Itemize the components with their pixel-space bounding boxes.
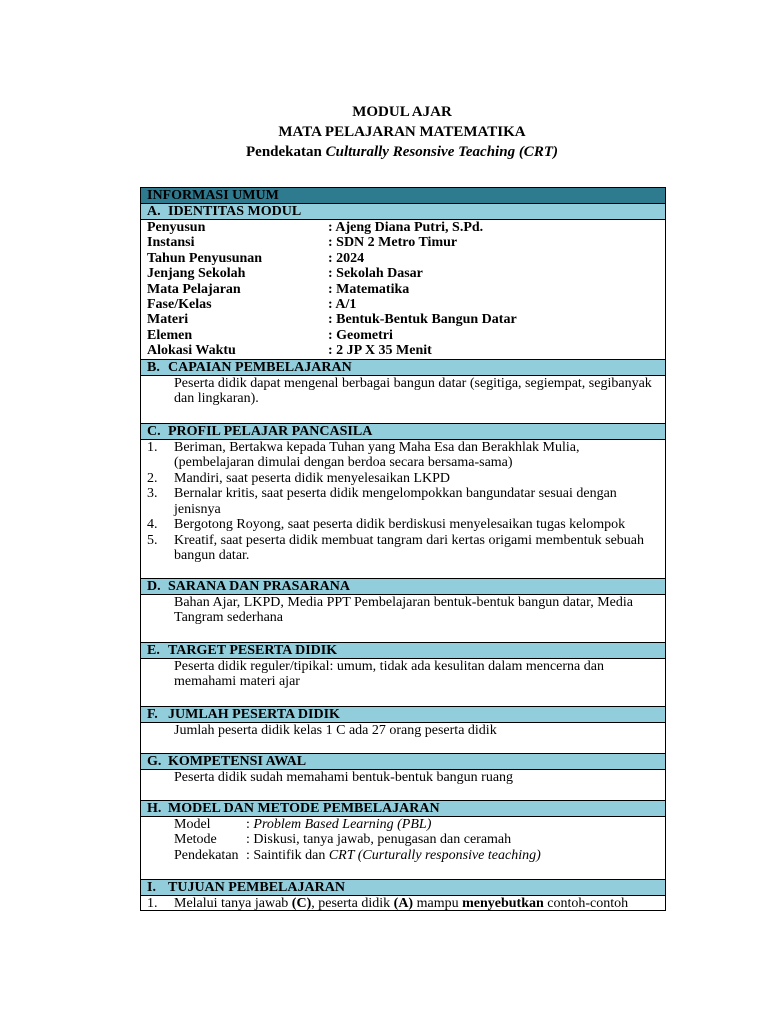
- list-item: 2. Mandiri, saat peserta didik menyelesaikan LKPD: [147, 470, 451, 486]
- section-e-header: E. TARGET PESERTA DIDIK: [141, 642, 665, 659]
- section-g-header: G. KOMPETENSI AWAL: [141, 753, 665, 770]
- capaian-pembelajaran-content: Peserta didik dapat mengenal berbagai bangun datar (segitiga, segiempat, segibanyak dan lingkaran).: [174, 375, 652, 407]
- model-metode-content: [141, 817, 665, 879]
- list-item: 4. Bergotong Royong, saat peserta didik berdiskusi menyelesaikan tugas kelompok: [147, 517, 626, 533]
- identitas-row: Materi : Bentuk-Bentuk Bangun Datar: [147, 312, 517, 328]
- section-h-header: H. MODEL DAN METODE PEMBELAJARAN: [141, 800, 665, 817]
- section-f-header: F. JUMLAH PESERTA DIDIK: [141, 706, 665, 723]
- identitas-row: Instansi : SDN 2 Metro Timur: [147, 235, 458, 251]
- section-d-header: D. SARANA DAN PRASARANA: [141, 578, 665, 595]
- identitas-modul-list: [141, 220, 665, 359]
- informasi-umum-header: INFORMASI UMUM: [141, 188, 665, 204]
- section-i-header: I. TUJUAN PEMBELAJARAN: [141, 879, 665, 896]
- section-b-header: B. CAPAIAN PEMBELAJARAN: [141, 359, 665, 376]
- profil-pancasila-list: [141, 440, 665, 578]
- metode-row: Metode : Diskusi, tanya jawab, penugasan dan ceramah: [174, 832, 512, 848]
- target-peserta-content: Peserta didik reguler/tipikal: umum, tidak ada kesulitan dalam mencerna dan memahami materi ajar: [174, 658, 604, 690]
- pendekatan-row: Pendekatan : Saintifik dan CRT (Curturally responsive teaching): [174, 847, 541, 863]
- identitas-row: Fase/Kelas : A/1: [147, 296, 357, 312]
- title-line-1: MODUL AJAR: [352, 104, 452, 120]
- jumlah-peserta-content: Jumlah peserta didik kelas 1 C ada 27 orang peserta didik: [174, 722, 497, 738]
- sarana-prasarana-content: Bahan Ajar, LKPD, Media PPT Pembelajaran bentuk-bentuk bangun datar, Media Tangram sederhana: [174, 594, 633, 626]
- module-table: [140, 187, 666, 911]
- kompetensi-awal-content: Peserta didik sudah memahami bentuk-bentuk bangun ruang: [174, 769, 514, 785]
- section-c-header: C. PROFIL PELAJAR PANCASILA: [141, 423, 665, 440]
- list-item: 1. Melalui tanya jawab (C), peserta didik (A) mampu menyebutkan contoh-contoh: [147, 895, 629, 911]
- identitas-row: Alokasi Waktu : 2 JP X 35 Menit: [147, 343, 432, 359]
- list-item: 3. Bernalar kritis, saat peserta didik mengelompokkan bangundatar sesuai dengan jenisnya: [147, 486, 617, 517]
- title-line-3: Pendekatan Culturally Resonsive Teaching (CRT): [246, 144, 558, 160]
- identitas-row: Jenjang Sekolah : Sekolah Dasar: [147, 266, 423, 282]
- list-item: 1. Beriman, Bertakwa kepada Tuhan yang Maha Esa dan Berakhlak Mulia, (pembelajaran dimulai dengan berdoa secara bersama-sama): [147, 439, 580, 471]
- list-item: 5. Kreatif, saat peserta didik membuat tangram dari kertas origami membentuk sebuah bangun datar.: [147, 532, 645, 564]
- section-a-header: A. IDENTITAS MODUL: [141, 204, 665, 220]
- tujuan-pembelajaran-content: [141, 896, 665, 911]
- identitas-row: Penyusun : Ajeng Diana Putri, S.Pd.: [147, 220, 484, 235]
- identitas-row: Tahun Penyusunan : 2024: [147, 250, 365, 266]
- title-line-2: MATA PELAJARAN MATEMATIKA: [278, 124, 526, 140]
- document-title: [0, 102, 768, 162]
- identitas-row: Mata Pelajaran : Matematika: [147, 281, 410, 297]
- identitas-row: Elemen : Geometri: [147, 327, 393, 343]
- model-row: Model : Problem Based Learning (PBL): [174, 816, 432, 832]
